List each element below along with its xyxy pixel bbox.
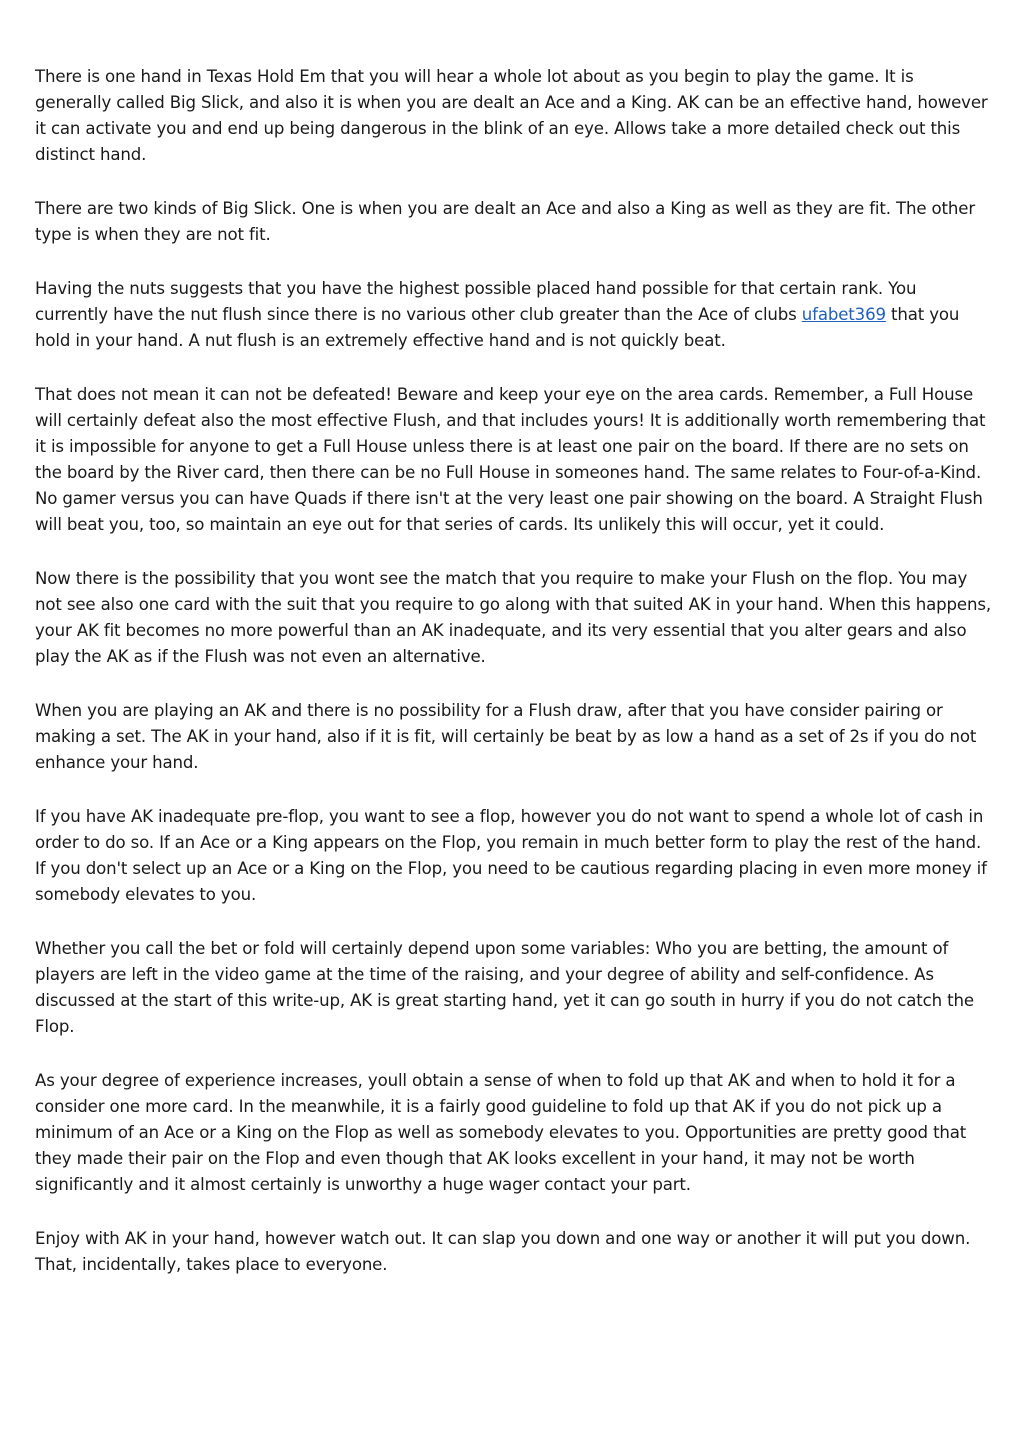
- paragraph-6: When you are playing an AK and there is no possibility for a Flush draw, after that you have consider pairing or making a set. The AK in your hand, also if it is fit, will certainly be beat by as low a hand as a set of 2s if you do not enhance your hand.: [35, 701, 977, 772]
- paragraph-8: Whether you call the bet or fold will certainly depend upon some variables: Who you are betting, the amount of players are left in the video game at the time of the raising, and your degree of ability and self-confidence. As discussed at the start of this write-up, AK is great starting hand, yet it can go south in hurry if you do not catch the Flop.: [35, 939, 974, 1036]
- paragraph-3-text-after-link: that you hold in your hand. A nut flush is an extremely effective hand and is not quickly beat.: [35, 305, 960, 350]
- paragraph-1: There is one hand in Texas Hold Em that you will hear a whole lot about as you begin to play the game. It is generally called Big Slick, and also it is when you are dealt an Ace and a King. AK can be an effective hand, however it can activate you and end up being dangerous in the blink of an eye. Allows take a more detailed check out this distinct hand.: [35, 67, 988, 164]
- paragraph-9: As your degree of experience increases, youll obtain a sense of when to fold up that AK and when to hold it for a consider one more card. In the meanwhile, it is a fairly good guideline to fold up that AK if you do not pick up a minimum of an Ace or a King on the Flop as well as somebody elevates to you. Opportunities are pretty good that they made their pair on the Flop and even though that AK looks excellent in your hand, it may not be worth significantly and it almost certainly is unworthy a huge wager contact your part.: [35, 1071, 967, 1194]
- paragraph-2: There are two kinds of Big Slick. One is when you are dealt an Ace and also a King as well as they are fit. The other type is when they are not fit.: [35, 199, 975, 244]
- paragraph-5: Now there is the possibility that you wont see the match that you require to make your Flush on the flop. You may not see also one card with the suit that you require to go along with that suited AK in your hand. When this happens, your AK fit becomes no more powerful than an AK inadequate, and its very essential that you alter gears and also play the AK as if the Flush was not even an alternative.: [35, 569, 991, 666]
- paragraph-3-text-before-link: Having the nuts suggests that you have the highest possible placed hand possible for that certain rank. You currently have the nut flush since there is no various other club greater than the Ace of clubs: [35, 279, 917, 324]
- paragraph-7: If you have AK inadequate pre-flop, you want to see a flop, however you do not want to spend a whole lot of cash in order to do so. If an Ace or a King appears on the Flop, you remain in much better form to play the rest of the hand. If you don't select up an Ace or a King on the Flop, you need to be cautious regarding placing in even more money if somebody elevates to you.: [35, 807, 987, 904]
- paragraph-4: That does not mean it can not be defeated! Beware and keep your eye on the area cards. Remember, a Full House will certainly defeat also the most effective Flush, and that includes yours! It is additionally worth remembering that it is impossible for anyone to get a Full House unless there is at least one pair on the board. If there are no sets on the board by the River card, then there can be no Full House in someones hand. The same relates to Four-of-a-Kind. No gamer versus you can have Quads if there isn't at the very least one pair showing on the board. A Straight Flush will beat you, too, so maintain an eye out for that series of cards. Its unlikely this will occur, yet it could.: [35, 385, 986, 534]
- paragraph-10: Enjoy with AK in your hand, however watch out. It can slap you down and one way or another it will put you down. That, incidentally, takes place to everyone.: [35, 1229, 971, 1274]
- article-body: [35, 64, 993, 1306]
- paragraph-3: [35, 276, 993, 354]
- ufabet369-link[interactable]: ufabet369: [801, 305, 886, 324]
